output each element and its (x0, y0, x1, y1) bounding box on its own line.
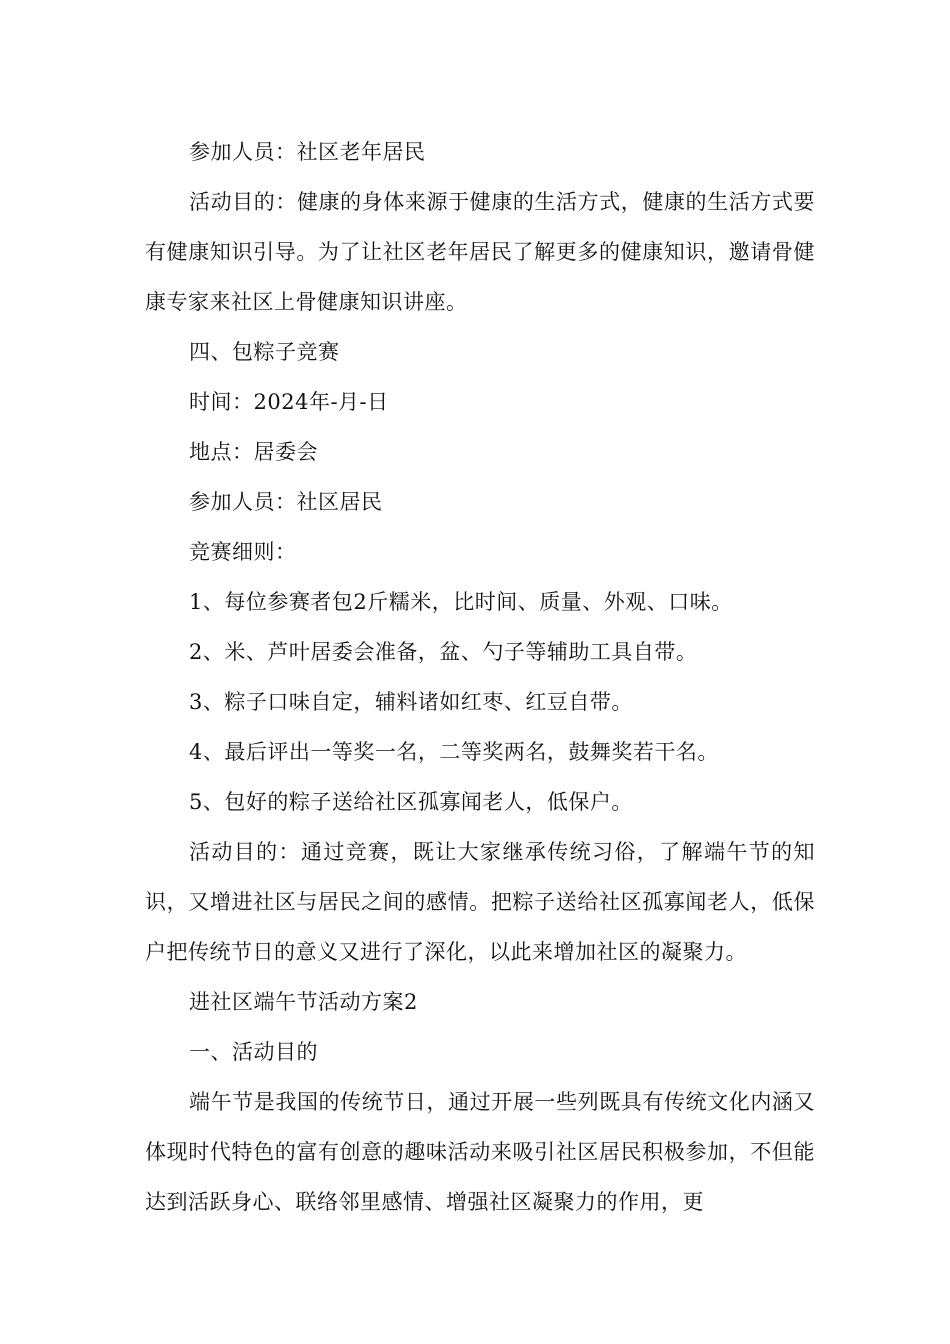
section-heading-activity-purpose: 一、活动目的 (189, 1040, 318, 1064)
participants-elderly-paragraph: 参加人员：社区老年居民 (189, 140, 426, 164)
contest-rule-5: 5、包好的粽子送给社区孤寡闻老人，低保户。 (189, 790, 633, 814)
section-heading-zongzi-contest: 四、包粽子竞赛 (189, 340, 340, 364)
contest-time-paragraph: 时间：2024年-月-日 (189, 390, 389, 414)
contest-rule-1: 1、每位参赛者包2斤糯米，比时间、质量、外观、口味。 (189, 590, 733, 614)
plan-2-title: 进社区端午节活动方案2 (189, 990, 418, 1014)
contest-rule-2: 2、米、芦叶居委会准备，盆、勺子等辅助工具自带。 (189, 640, 698, 664)
contest-rule-3: 3、粽子口味自定，辅料诸如红枣、红豆自带。 (189, 690, 633, 714)
activity-purpose-body-paragraph: 端午节是我国的传统节日，通过开展一些列既具有传统文化内涵又体现时代特色的富有创意的趣味活动来吸引社区居民积极参加，不但能达到活跃身心、联络邻里感情、增强社区凝聚力的作用，更 (145, 1090, 815, 1214)
contest-rule-4: 4、最后评出一等奖一名，二等奖两名，鼓舞奖若干名。 (189, 740, 719, 764)
contest-location-paragraph: 地点：居委会 (189, 440, 318, 464)
contest-purpose-paragraph: 活动目的：通过竞赛，既让大家继承传统习俗，了解端午节的知识，又增进社区与居民之间的感情。把粽子送给社区孤寡闻老人，低保户把传统节日的意义又进行了深化，以此来增加社区的凝聚力。 (145, 840, 815, 964)
health-lecture-purpose-paragraph: 活动目的：健康的身体来源于健康的生活方式，健康的生活方式要有健康知识引导。为了让社区老年居民了解更多的健康知识，邀请骨健康专家来社区上骨健康知识讲座。 (145, 190, 815, 314)
contest-participants-paragraph: 参加人员：社区居民 (189, 490, 383, 514)
contest-rules-heading: 竞赛细则： (189, 540, 297, 564)
